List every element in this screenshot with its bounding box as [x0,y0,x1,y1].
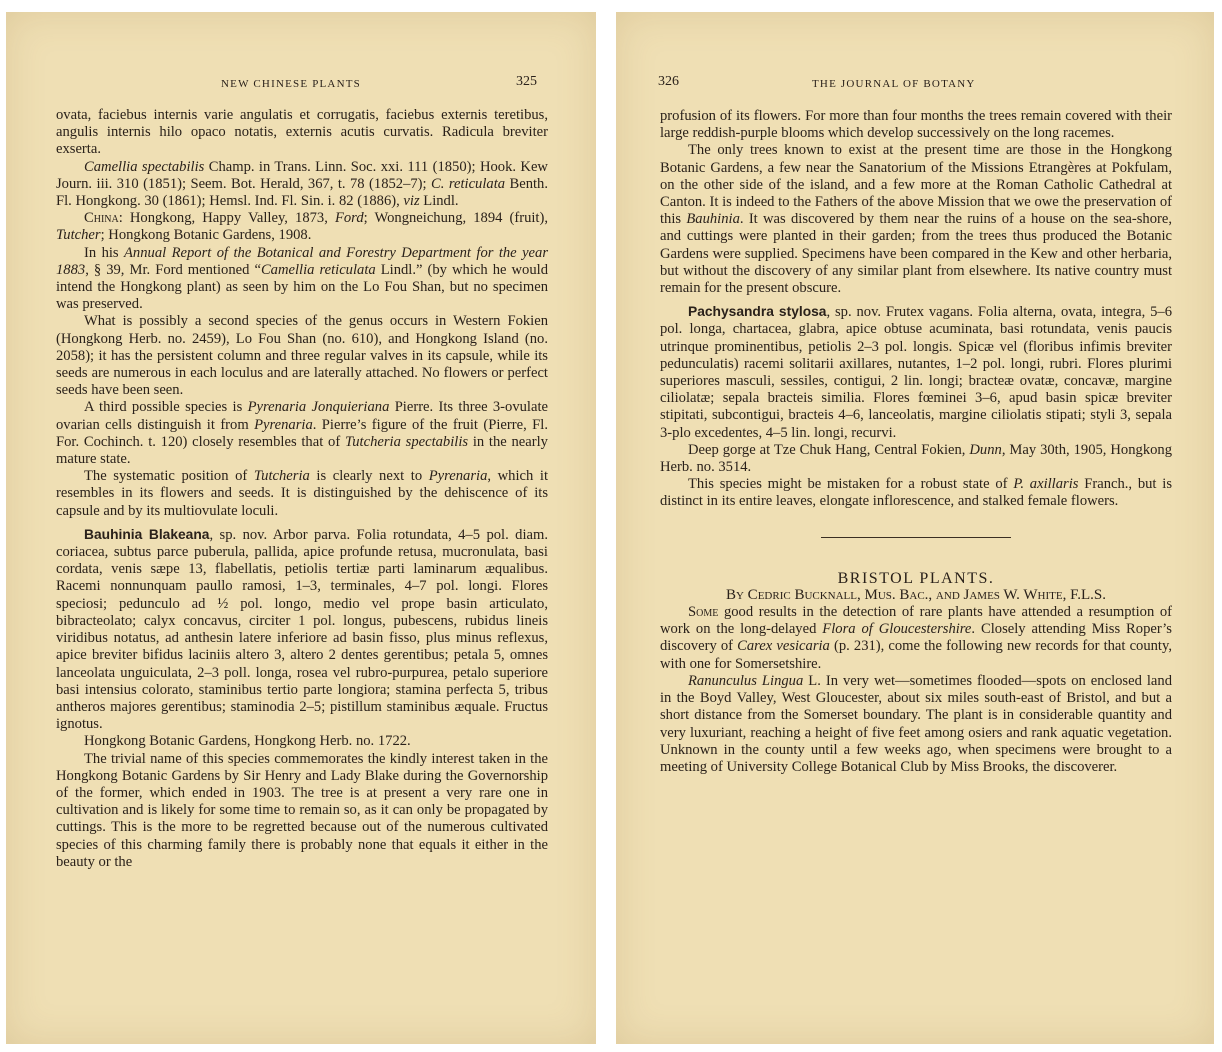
locality-label: China [84,210,119,227]
paragraph-text: Pierre. Its three 3-ovulate ovarian cells distinguish it from [56,399,548,433]
paragraph-text: The systematic position of [84,468,254,485]
page-number: 325 [516,74,537,89]
collector-name: Ford [334,210,364,227]
byline: By Cedric Bucknall, Mus. Bac., and James W. White, F.L.S. [725,586,1106,603]
running-head-title: THE JOURNAL OF BOTANY [812,78,976,90]
paragraph-text: A third possible species is [84,399,248,416]
paragraph-text: The only trees known to exist at the present time are those in the Hongkong Botanic Gardens, a few near the Sanatorium of the Missions Etrangères at Pokfulam, on the other side of the island, and a few more at the Roman Catholic Cathedral at Canton. It is indeed to the Fathers of the above Mission that we owe the preservation of this [660,142,1172,228]
report-title: Annual Report of the Botanical and Forestry Department for the year 1883 [56,244,549,278]
species-name: Pyrenaria Jonquieriana [247,399,390,416]
paragraph [56,399,548,468]
species-description [660,303,1172,442]
paragraph [56,751,548,871]
paragraph-text: Hongkong Botanic Gardens, Hongkong Herb. no. 1722. [84,733,411,750]
paragraph [660,604,1172,673]
paragraph-text: , May 30th, 1905, Hongkong Herb. no. 3514. [660,441,1173,476]
paragraph-text: , § 39, Mr. Ford mentioned “ [85,261,261,278]
paragraph-text: This species might be mistaken for a robust state of [688,476,1014,493]
species-name: Ranunculus Lingua [688,672,804,689]
paragraph-text: : Hongkong, Happy Valley, 1873, [118,210,335,227]
paragraph [660,142,1172,297]
paragraph-text: profusion of its flowers. For more than four months the trees remain covered with their large reddish-purple blooms which develop successively on the long racemes. [660,108,1172,142]
paragraph-text: Champ. in Trans. Linn. Soc. xxi. 111 (1850); Hook. Kew Journ. iii. 310 (1851); Seem. Bot. Herald, 367, t. 78 (1852–7); [56,158,548,192]
collector-name: Dunn [969,441,1002,458]
paragraph [56,210,548,244]
paragraph-text: In his [84,244,125,261]
species-name: C. reticulata [431,175,506,192]
paragraph-text: Franch., but is distinct in its entire leaves, elongate inflorescence, and stalked female flowers. [660,476,1173,510]
paragraph-text: in the nearly mature state. [56,433,548,468]
species-description [56,526,548,733]
genus-name: Bauhinia [686,211,740,228]
paragraph-text: ; Hongkong Botanic Gardens, 1908. [100,227,312,244]
paragraph-text: is clearly next to [309,468,429,485]
paragraph-text: L. In very wet—sometimes flooded—spots on enclosed land in the Boyd Valley, West Gloucester, about six miles south-east of Bristol, and but a short distance from the Somerset boundary. The plant is in considerable quantity and very luxuriant, reaching a height of five feet among osiers and rank aquatic vegetation. Unknown in the county until a few weeks ago, when specimens were brought to a meeting of University College Botanical Club by Miss Brooks, the discoverer. [660,672,1172,775]
left-page [6,12,596,1044]
paragraph [660,673,1172,776]
opening-word: Some [688,604,719,621]
paragraph-text: , sp. nov. Arbor parva. Folia rotundata, 4–5 pol. diam. coriacea, subtus parce puberula, pallida, apice profunde retusa, mucronulata, basi cordata, venis sæpe 13, flabellatis, petiolis tertiæ parti laminarum æqualibus. Racemi nonnunquam paullo ramosi, 1–3, terminales, 4–7 pol. longi. Flores speciosi; pedunculo ad ½ pol. longo, medio vel prope basin articulato, bibracteolato; calyx concavus, circiter 1 pol. longus, pubescens, rubidus lineis viridibus notatus, ad anthesin latere inferiore ad basin fisso, plus minus reflexus, apice breviter bifidus laciniis altero 3, altero 2 dentes gerentibus; petala 5, omnes lanceolata unguiculata, 2–3 poll. longa, rosea vel rubro-purpurea, petalo superiore basi intensius colorato, staminibus tertio parte longiora; stamina perfecta 5, tribus antheros majores gerentibus; staminodia 2–5; pistillum staminibus æquale. Fructus ignotus. [56,526,548,733]
paragraph [56,107,548,159]
paragraph-text: The trivial name of this species commemorates the kindly interest taken in the Hongkong Botanic Gardens by Sir Henry and Lady Blake during the Governorship of the former, which ended in 1903. The tree is at present a very rare one in cultivation and is likely for some time to remain so, as it can only be propagated by cuttings. This is the more to be regretted because out of the numerous cultivated species of this charming family there is probably none that equals it either in the beauty or the [56,750,548,870]
paragraph-text: ovata, faciebus internis varie angulatis et corrugatis, faciebus externis teretibus, angulis internis hilo opaco notatis, externis acutis curvatis. Radicula breviter exserta. [56,107,548,158]
paragraph [56,313,548,399]
running-head-title: NEW CHINESE PLANTS [221,78,361,90]
paragraph-text: Lindl. [419,193,459,210]
paragraph-text: What is possibly a second species of the genus occurs in Western Fokien (Hongkong Herb. no. 2459), Lo Fou Shan (no. 610), and Hongkong Island (no. 2058); it has the persistent column and three regular valves in its capsule, while its seeds are numerous in each loculus and are laterally attached. No flowers or perfect seeds have been seen. [56,313,548,399]
new-species-name: Pachysandra stylosa [688,304,827,320]
species-name: Camellia spectabilis [84,158,205,175]
genus-name: Tutcheria [253,468,310,485]
species-name: Camellia reticulata [260,261,376,278]
paragraph [56,159,548,211]
paragraph [56,468,548,520]
paragraph-text: . It was discovered by them near the ruins of a house on the sea-shore, and cuttings were planted in their garden; from the trees thus produced the Botanic Gardens were supplied. Specimens have been compared in the Kew and other herbaria, but without the discovery of any similar plant from elsewhere. Its native country must remain for the present obscure. [660,211,1173,297]
species-name: Carex vesicaria [737,638,830,655]
species-name: P. axillaris [1013,476,1079,493]
right-page [616,12,1214,1044]
genus-name: Pyrenaria [428,468,488,485]
paragraph-text: Lindl.” (by which he would intend the Hongkong plant) as seen by him on the Lo Fou Shan, but no specimen was preserved. [56,261,548,313]
paragraph [56,245,548,314]
paragraph [660,108,1172,142]
article-title: BRISTOL PLANTS. [837,569,995,587]
italic-word: viz [403,193,420,210]
paragraph [660,442,1172,476]
paragraph-text: (p. 231), come the following new records for that county, with one for Somersetshire. [660,638,1172,672]
page-body [660,108,1172,776]
paragraph-text: , which it resembles in its flowers and seeds. It is distinguished by the dehiscence of its capsule and by its multiovulate loculi. [56,468,548,519]
paragraph [56,733,548,750]
collector-name: Tutcher [56,227,101,244]
paragraph-text: Benth. Fl. Hongkong. 30 (1861); Hemsl. Ind. Fl. Sin. i. 82 (1886), [56,175,548,210]
paragraph-text: Deep gorge at Tze Chuk Hang, Central Fokien, [688,441,970,458]
page-body [56,107,548,871]
paragraph-text: good results in the detection of rare plants have attended a resumption of work on the long-delayed [660,604,1172,638]
page-number: 326 [658,74,679,89]
paragraph-text: ; Wongneichung, 1894 (fruit), [363,210,548,227]
book-title: Flora of Gloucestershire [822,621,972,638]
paragraph-text: . Closely attending Miss Roper’s discovery of [660,621,1172,655]
paragraph [660,476,1172,510]
species-name: Tutcheria spectabilis [344,433,469,450]
paragraph-text: . Pierre’s figure of the fruit (Pierre, Fl. For. Cochinch. t. 120) closely resembles that of [56,416,548,450]
new-species-name: Bauhinia Blakeana [84,526,210,542]
section-divider [821,537,1011,538]
genus-name: Pyrenaria [254,416,313,433]
paragraph-text: , sp. nov. Frutex vagans. Folia alterna, ovata, integra, 5–6 pol. longa, chartacea, glabra, apice obtuse acuminata, basi rotundata, venis paucis utrinque prominentibus, petiolis 2–3 pol. longis. Spicæ vel (floribus infimis breviter pedunculatis) racemi solitarii axillares, nutantes, 1–2 pol. longi, rubri. Flores plurimi superiores masculi, sessiles, contigui, 2 lin. longi; bracteæ ovatæ, concavæ, margine ciliolatæ; sepala bracteis similia. Flores fœminei 3–6, apud basin spicæ breviter stipitati, subcontigui, bracteis 4–6, lanceolatis, margine ciliolatis stipati; styli 3, sepala 3-plo excedentes, 4–5 lin. longi, recurvi. [660,304,1172,441]
